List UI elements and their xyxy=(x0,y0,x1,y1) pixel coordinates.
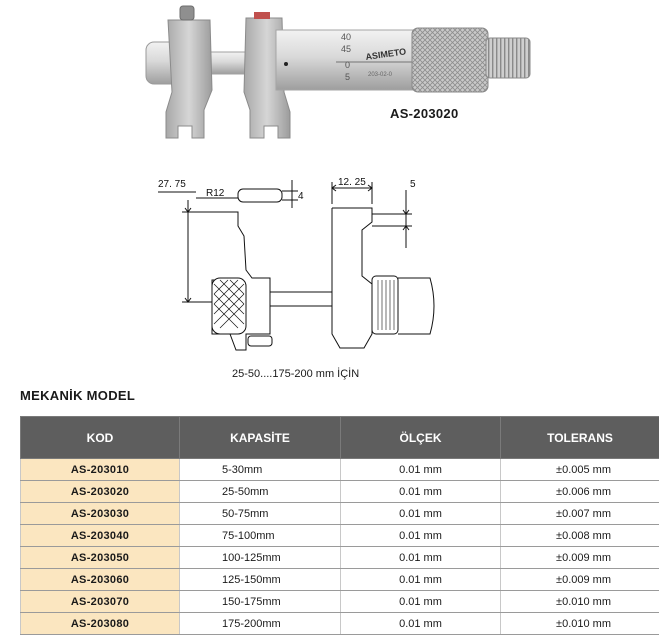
cell-olcek: 0.01 mm xyxy=(341,547,501,569)
cell-kod: AS-203030 xyxy=(21,503,180,525)
table-row xyxy=(21,569,659,591)
table-row xyxy=(21,525,659,547)
technical-drawing xyxy=(0,160,659,370)
thimble-mark-40: 40 xyxy=(341,32,352,42)
dim-27-75: 27. 75 xyxy=(158,179,186,190)
table-row xyxy=(21,481,659,503)
thimble-mark-45: 45 xyxy=(341,44,352,54)
dim-5: 5 xyxy=(410,179,416,190)
table-row xyxy=(21,613,659,635)
header-tolerans: TOLERANS xyxy=(501,417,659,459)
cell-tolerans: ±0.010 mm xyxy=(501,591,659,613)
cell-tolerans: ±0.007 mm xyxy=(501,503,659,525)
cell-kapasite: 150-175mm xyxy=(180,591,341,613)
cell-kapasite: 75-100mm xyxy=(180,525,341,547)
cell-kapasite: 50-75mm xyxy=(180,503,341,525)
cell-olcek: 0.01 mm xyxy=(341,459,501,481)
dim-r12: R12 xyxy=(206,188,225,199)
cell-kod: AS-203070 xyxy=(21,591,180,613)
dim-4: 4 xyxy=(298,191,304,202)
cell-kapasite: 5-30mm xyxy=(180,459,341,481)
cell-kod: AS-203040 xyxy=(21,525,180,547)
cell-kapasite: 100-125mm xyxy=(180,547,341,569)
cell-olcek: 0.01 mm xyxy=(341,525,501,547)
table-row xyxy=(21,591,659,613)
cell-kapasite: 175-200mm xyxy=(180,613,341,635)
cell-olcek: 0.01 mm xyxy=(341,503,501,525)
cell-kod: AS-203060 xyxy=(21,569,180,591)
cell-kod: AS-203020 xyxy=(21,481,180,503)
serial-mark: 203-02-0 xyxy=(368,72,393,78)
table-row xyxy=(21,503,659,525)
cell-olcek: 0.01 mm xyxy=(341,481,501,503)
cell-tolerans: ±0.009 mm xyxy=(501,547,659,569)
brand-logo: ASIMETO xyxy=(364,46,407,62)
product-photo xyxy=(0,0,659,160)
cell-kapasite: 25-50mm xyxy=(180,481,341,503)
model-tag: AS-203020 xyxy=(390,106,459,121)
cell-olcek: 0.01 mm xyxy=(341,569,501,591)
table-header-row xyxy=(21,417,659,459)
spec-table xyxy=(20,416,659,635)
header-kapasite: KAPASİTE xyxy=(180,417,341,459)
thimble-mark-5: 5 xyxy=(345,72,351,82)
table-row xyxy=(21,547,659,569)
thimble-mark-0: 0 xyxy=(345,60,351,70)
header-olcek: ÖLÇEK xyxy=(341,417,501,459)
section-title: MEKANİK MODEL xyxy=(20,388,136,403)
cell-tolerans: ±0.005 mm xyxy=(501,459,659,481)
drawing-caption: 25-50....175-200 mm İÇİN xyxy=(232,368,360,380)
cell-olcek: 0.01 mm xyxy=(341,613,501,635)
header-kod: KOD xyxy=(21,417,180,459)
cell-kod: AS-203080 xyxy=(21,613,180,635)
cell-olcek: 0.01 mm xyxy=(341,591,501,613)
cell-tolerans: ±0.006 mm xyxy=(501,481,659,503)
cell-tolerans: ±0.010 mm xyxy=(501,613,659,635)
cell-kod: AS-203050 xyxy=(21,547,180,569)
cell-tolerans: ±0.008 mm xyxy=(501,525,659,547)
table-row xyxy=(21,459,659,481)
dim-12-25: 12. 25 xyxy=(338,177,366,188)
cell-tolerans: ±0.009 mm xyxy=(501,569,659,591)
cell-kod: AS-203010 xyxy=(21,459,180,481)
cell-kapasite: 125-150mm xyxy=(180,569,341,591)
